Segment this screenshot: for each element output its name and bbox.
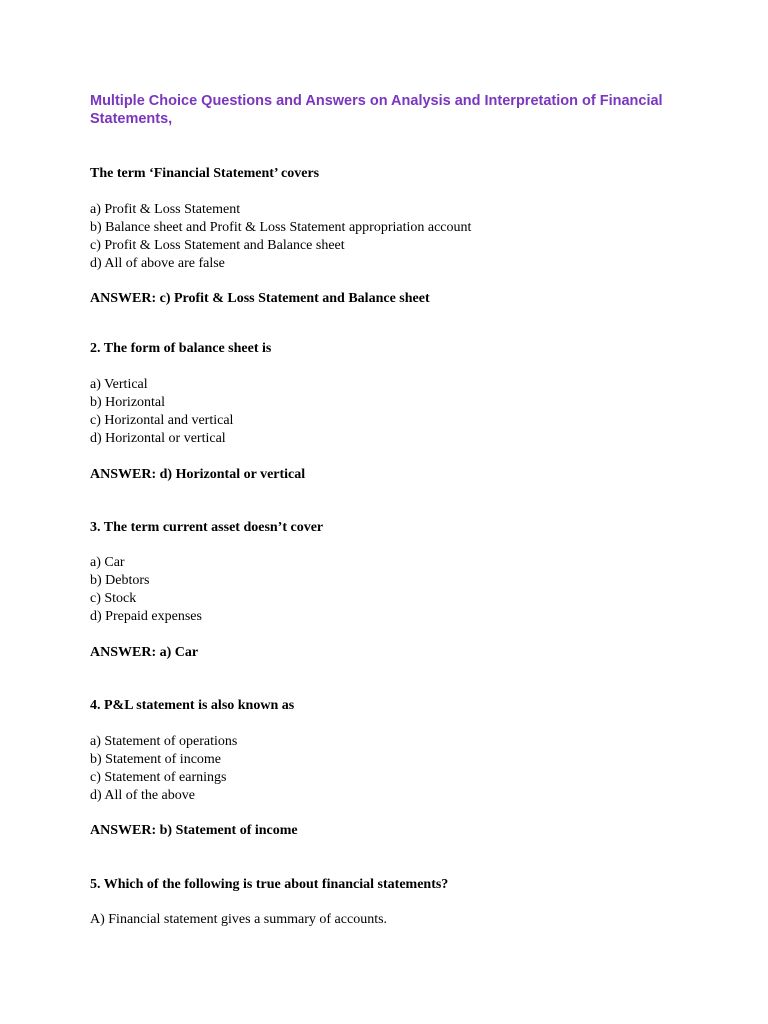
- question-text: 3. The term current asset doesn’t cover: [90, 520, 324, 535]
- question-block-2: [90, 340, 710, 484]
- option-a: a) Statement of operations: [90, 734, 238, 749]
- option-c: c) Stock: [90, 591, 137, 606]
- option-a: a) Vertical: [90, 377, 148, 392]
- question-text: 4. P&L statement is also known as: [90, 698, 295, 713]
- option-a: a) Car: [90, 555, 125, 570]
- question-block-1: [90, 165, 710, 308]
- option-b: b) Balance sheet and Profit & Loss Statement appropriation account: [90, 220, 472, 235]
- option-c: c) Statement of earnings: [90, 770, 227, 785]
- answer-text: ANSWER: b) Statement of income: [90, 823, 298, 838]
- option-b: b) Horizontal: [90, 395, 166, 410]
- question-block-5: [90, 876, 710, 929]
- question-text: 5. Which of the following is true about financial statements?: [90, 877, 449, 892]
- question-block-4: [90, 697, 710, 840]
- question-text: 2. The form of balance sheet is: [90, 341, 272, 356]
- question-text: The term ‘Financial Statement’ covers: [90, 166, 320, 181]
- options-list: [90, 201, 710, 273]
- question-block-3: [90, 519, 710, 662]
- option-a: A) Financial statement gives a summary of accounts.: [90, 912, 388, 927]
- option-d: d) All of the above: [90, 788, 195, 803]
- options-list: [90, 376, 710, 448]
- document-title: Multiple Choice Questions and Answers on Analysis and Interpretation of Financial Statements,: [90, 93, 663, 127]
- answer-text: ANSWER: c) Profit & Loss Statement and Balance sheet: [90, 291, 430, 306]
- answer-text: ANSWER: d) Horizontal or vertical: [90, 467, 306, 482]
- option-d: d) All of above are false: [90, 256, 225, 271]
- option-c: c) Horizontal and vertical: [90, 413, 234, 428]
- option-a: a) Profit & Loss Statement: [90, 202, 241, 217]
- option-b: b) Statement of income: [90, 752, 222, 767]
- options-list: [90, 733, 710, 805]
- answer-text: ANSWER: a) Car: [90, 645, 199, 660]
- options-list: [90, 554, 710, 626]
- option-d: d) Prepaid expenses: [90, 609, 202, 624]
- option-c: c) Profit & Loss Statement and Balance sheet: [90, 238, 345, 253]
- option-b: b) Debtors: [90, 573, 150, 588]
- options-list: [90, 911, 710, 929]
- option-d: d) Horizontal or vertical: [90, 431, 226, 446]
